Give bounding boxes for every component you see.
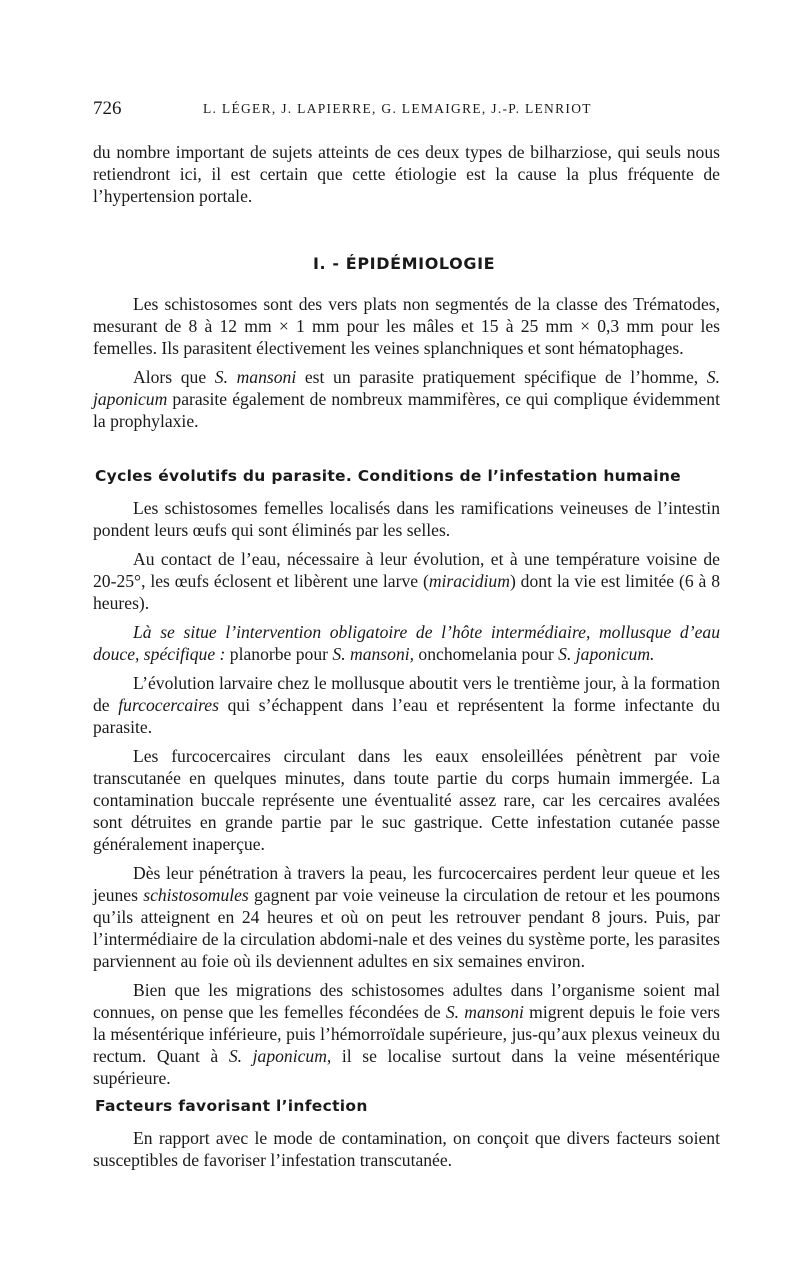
paragraph: Les schistosomes sont des vers plats non segmentés de la classe des Trématodes, mesurant de 8 à 12 mm × 1 mm pour les mâles et 15 à 25 mm × 0,3 mm pour les femelles. Ils parasitent électivement les veines splanchniques et sont hématophages. [93,294,720,358]
page-number: 726 [93,98,122,119]
paragraph: L’évolution larvaire chez le mollusque aboutit vers le trentième jour, à la formation de furcocercaires qui s’échappent dans l’eau et représentent la forme infectante du parasite. [93,673,720,737]
running-header [93,98,723,120]
paragraph: Bien que les migrations des schistosomes adultes dans l’organisme soient mal connues, on pense que les femelles fécondées de S. mansoni migrent depuis le foie vers la mésentérique inférieure, puis l’hémorroïdale supérieure, jus-qu’aux plexus veineux du rectum. Quant à S. japonicum, il se localise surtout dans la veine mésentérique supérieure. [93,980,720,1088]
epidemiology-text [93,293,720,432]
subsection-title-cycles: Cycles évolutifs du parasite. Conditions de l’infestation humaine [95,467,681,485]
factors-text [93,1127,720,1171]
intro-paragraph: du nombre important de sujets atteints de ces deux types de bilharziose, qui seuls nous retiendront ici, il est certain que cette étiologie est la cause la plus fréquente de l’hypertension portale. [93,142,720,206]
section-title: I. - ÉPIDÉMIOLOGIE [313,254,496,273]
paragraph: Au contact de l’eau, nécessaire à leur évolution, et à une température voisine de 20-25°, les œufs éclosent et libèrent une larve (miracidium) dont la vie est limitée (6 à 8 heures). [93,549,720,613]
paragraph: Dès leur pénétration à travers la peau, les furcocercaires perdent leur queue et les jeunes schistosomules gagnent par voie veineuse la circulation de retour et les poumons qu’ils atteignent en 24 heures et où on peut les retrouver pendant 8 jours. Puis, par l’intermédiaire de la circulation abdomi-nale et des veines du système porte, les parasites parviennent au foie où ils deviennent adultes en six semaines environ. [93,863,720,971]
cycles-text [93,497,720,1089]
paragraph: En rapport avec le mode de contamination, on conçoit que divers facteurs soient susceptibles de favoriser l’infestation transcutanée. [93,1128,720,1170]
paragraph: Les schistosomes femelles localisés dans les ramifications veineuses de l’intestin pondent leurs œufs qui sont éliminés par les selles. [93,498,720,540]
paragraph: Alors que S. mansoni est un parasite pratiquement spécifique de l’homme, S. japonicum parasite également de nombreux mammifères, ce qui complique évidemment la prophylaxie. [93,367,720,431]
intro-text [93,141,720,207]
running-authors: L. LÉGER, J. LAPIERRE, G. LEMAIGRE, J.-P. LENRIOT [203,101,592,116]
paragraph: Là se situe l’intervention obligatoire de l’hôte intermédiaire, mollusque d’eau douce, spécifique : planorbe pour S. mansoni, onchomelania pour S. japonicum. [93,622,720,664]
subsection-title-factors: Facteurs favorisant l’infection [95,1097,368,1115]
paragraph: Les furcocercaires circulant dans les eaux ensoleillées pénètrent par voie transcutanée en quelques minutes, dans toute partie du corps humain immergée. La contamination buccale représente une éventualité assez rare, car les cercaires avalées sont détruites en grande partie par le suc gastrique. Cette infestation cutanée passe généralement inaperçue. [93,746,720,854]
